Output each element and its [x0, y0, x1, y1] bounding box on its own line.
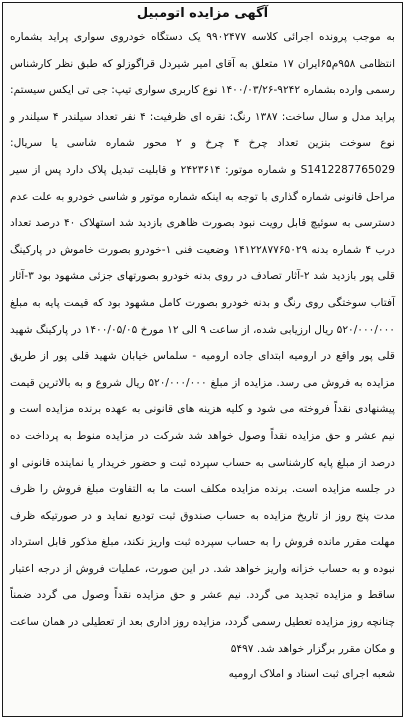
auction-notice: [2, 2, 403, 717]
notice-title: آگهی مزایده اتومبیل: [136, 6, 269, 21]
notice-signature: شعبه اجرای ثبت اسناد و املاک ارومیه: [228, 668, 395, 681]
notice-body: به موجب پرونده اجرائی کلاسه ۹۹۰۲۴۷۷ یک دستگاه خودروی سواری پراید بشماره انتظامی ۹۵۸م۶۵ایران ۱۷ متعلق به آقای امیر شیردل قراگوزلو که طبق نظر کارشناس رسمی وارده بشماره ۹۲۴۲-۱۴۰۰/۰۳/۲۶ نوع کاربری سواری تیپ: جی تی ایکس سیستم: پراید مدل و سال ساخت: ۱۳۸۷ رنگ: نقره ای ظرفیت: ۴ نفر تعداد سیلندر ۴ سیلندر و نوع سوخت بنزین تعداد چرخ ۴ چرخ و ۲ محور شماره شاسی یا سریال: S1412287765029 و شماره موتور: ۲۴۲۳۶۱۴ و قابلیت تبدیل پلاک دارد پس از سیر مراحل قانونی شماره گذاری با توجه به اینکه شماره موتور و شاسی خودرو به علت عدم دسترسی به سوئیچ قابل رویت نبود بصورت ظاهری بازدید شد استهلاک ۴۰ درصد تعداد درب ۴ شماره بدنه ۱۴۱۲۲۸۷۷۶۵۰۲۹ وضعیت فنی ۱-خودرو بصورت خاموش در پارکینگ قلی پور بازدید شد ۲-آثار تصادف در روی بدنه خودرو بصورتهای جزئی مشهود بود ۳-آثار آفتاب سوختگی روی رنگ و بدنه خودرو بصورت کامل مشهود بود که قیمت پایه به مبلغ ۵۲۰/۰۰۰/۰۰۰ ریال ارزیابی شده، از ساعت ۹ الی ۱۲ مورخ ۱۴۰۰/۰۵/۰۵ در پارکینگ شهید قلی پور واقع در ارومیه ابتدای جاده ارومیه - سلماس خیابان شهید قلی پور از طریق مزایده به فروش می رسد. مزایده از مبلغ ۵۲۰/۰۰۰/۰۰۰ ریال شروع و به بالاترین قیمت پیشنهادی نقداً فروخته می شود و کلیه هزینه های قانونی به عهده برنده مزایده است و نیم عشر و حق مزایده نقداً وصول خواهد شد شرکت در مزایده منوط به پرداخت ده درصد از مبلغ پایه کارشناسی به حساب سپرده ثبت و حضور خریدار یا نماینده قانونی او در جلسه مزایده است. برنده مزایده مکلف است ما به التفاوت مبلغ فروش را ظرف مدت پنج روز از تاریخ مزایده به حساب صندوق ثبت تودیع نماید و در صورتیکه ظرف مهلت مقرر مانده فروش را به حساب سپرده ثبت واریز نکند، مبلغ مذکور قابل استرداد نبوده و به حساب خزانه واریز خواهد شد. در این صورت، عملیات فروش از درجه اعتبار ساقط و مزایده تجدید می گردد. نیم عشر و حق مزایده نقداً وصول می گردد ضمناً چنانچه روز مزایده تعطیل رسمی گردد، مزایده روز اداری بعد از تعطیلی در همان ساعت و مکان مقرر برگزار خواهد شد. ۵۴۹۷: [9, 31, 396, 655]
